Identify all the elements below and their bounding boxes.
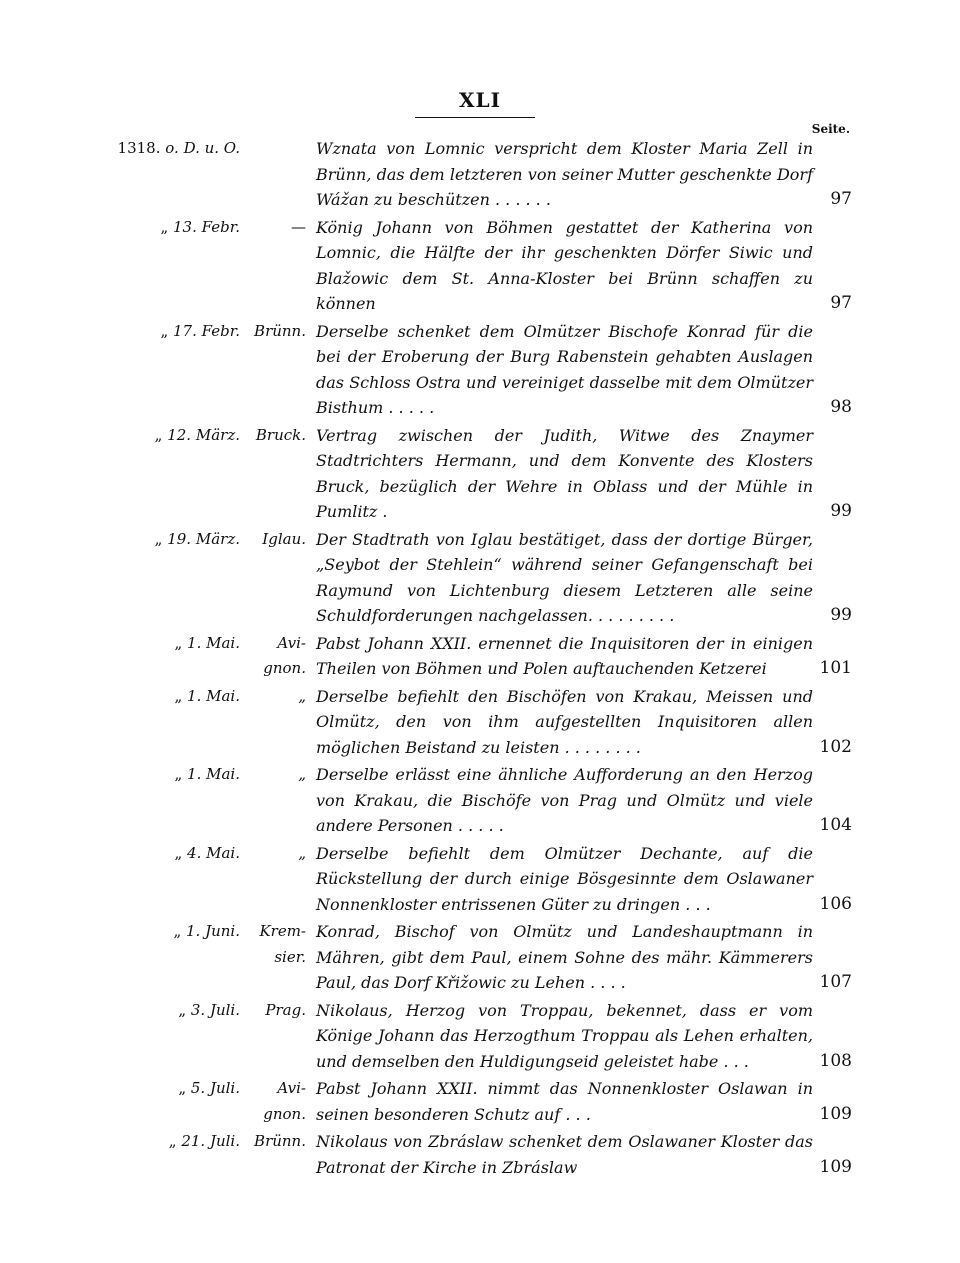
entry-date [104, 762, 240, 788]
entry-day: 5. Juli. [190, 1079, 240, 1097]
entry-day: 3. Juli. [190, 1000, 240, 1019]
entry-day: 12. März. [167, 425, 240, 444]
entry-page: 98 [830, 397, 852, 417]
entry [0, 1076, 960, 1127]
entry-text: Derselbe erlässt eine ähnliche Aufforderung an den Herzog von Krakau, die Bischöfe von Prag und Olmütz und viele andere Personen . . . . . [316, 765, 813, 835]
entry-page: 101 [819, 658, 852, 678]
entry-text: Derselbe befiehlt dem Olmützer Dechante, auf die Rückstellung der durch einige Bösgesinnte dem Oslawaner Nonnenkloster entrissenen Güter zu dringen . . . [316, 843, 813, 914]
entry-place: „ [298, 686, 306, 705]
entry-date [104, 841, 240, 867]
entry-day: 21. Juli. [181, 1132, 240, 1150]
entry-text: Vertrag zwischen der Judith, Witwe des Znaymer Stadtrichters Hermann, und dem Konvente des Klosters Bruck, bezüglich der Wehre in Oblass und der Mühle in Pumlitz . [316, 425, 813, 521]
entry-text: Derselbe schenket dem Olmützer Bischofe Konrad für die bei der Eroberung der Burg Rabenstein gehabten Auslagen das Schloss Ostra und vereiniget dasselbe mit dem Olmützer Bisthum . . . . . [316, 321, 813, 417]
entry-date [104, 136, 240, 162]
entry-year: 1318. [117, 139, 161, 157]
entry [0, 684, 960, 761]
entry-year: „ [174, 633, 183, 652]
entry-year: „ [160, 321, 169, 340]
entry-year: „ [174, 686, 183, 705]
entry-page: 97 [830, 293, 852, 313]
entry-year: „ [173, 922, 182, 940]
entry-list [0, 136, 960, 1182]
entry-year: „ [174, 765, 183, 783]
entry [0, 1129, 960, 1180]
entry [0, 319, 960, 421]
entry-day: 13. Febr. [173, 217, 240, 236]
entry-place: Avi- gnon. [263, 1079, 306, 1123]
entry-text: Pabst Johann XXII. ernennet die Inquisitoren der in einigen Theilen von Böhmen und Polen auftauchenden Ketzerei [316, 633, 813, 678]
entry-page: 109 [819, 1156, 852, 1177]
entry-page: 102 [819, 736, 852, 757]
entry [0, 527, 960, 629]
entry-page: 106 [819, 893, 852, 914]
entry-text: König Johann von Böhmen gestattet der Katherina von Lomnic, die Hälfte der ihr geschenkten Dörfer Siwic und Blažowic dem St. Anna-Kloster bei Brünn schaffen zu können [316, 217, 813, 313]
entry-place: Brünn. [254, 321, 306, 340]
entry-year: „ [178, 1000, 187, 1019]
entry-place: Iglau. [262, 529, 306, 548]
entry [0, 215, 960, 317]
entry [0, 136, 960, 213]
entry-day: 17. Febr. [173, 321, 240, 340]
entry-day: 19. März. [167, 529, 240, 548]
entry-page: 108 [819, 1050, 852, 1071]
entry-day: 1. Mai. [187, 765, 240, 783]
entry-text: Pabst Johann XXII. nimmt das Nonnenkloster Oslawan in seinen besonderen Schutz auf . . . [316, 1079, 813, 1124]
entry-date [104, 423, 240, 449]
entry-text: Nikolaus von Zbráslaw schenket dem Oslawaner Kloster das Patronat der Kirche in Zbráslaw [316, 1132, 813, 1177]
entry-text: Nikolaus, Herzog von Troppau, bekennet, dass er vom Könige Johann das Herzogthum Troppau als Lehen erhalten, und demselben den Huldigungseid geleistet habe . . . [316, 1000, 813, 1071]
entry-year: „ [160, 217, 169, 236]
entry [0, 631, 960, 682]
entry-page: 107 [819, 972, 852, 992]
entry-date [104, 684, 240, 710]
entry-text: Wznata von Lomnic verspricht dem Kloster Maria Zell in Brünn, das dem letzteren von seiner Mutter geschenkte Dorf Wážan zu beschützen . . . . . . [316, 139, 813, 209]
entry-text: Konrad, Bischof von Olmütz und Landeshauptmann in Mähren, gibt dem Paul, einem Sohne des mähr. Kämmerers Paul, das Dorf Křižowic zu Lehen . . . . [316, 922, 813, 992]
entry-date [104, 1076, 240, 1102]
entry [0, 762, 960, 839]
entry-place: Bruck. [255, 425, 306, 444]
entry-date [104, 215, 240, 241]
entry [0, 841, 960, 918]
entry-place: „ [298, 843, 306, 862]
entry-place: Avi- gnon. [263, 633, 306, 677]
entry-page: 109 [819, 1103, 852, 1124]
entry-date [104, 527, 240, 553]
entry-page: 99 [830, 605, 852, 625]
entry-year: „ [168, 1132, 177, 1150]
entry-date [104, 998, 240, 1024]
page-number-rule [415, 117, 535, 118]
entry-date [104, 631, 240, 657]
seite-label: Seite. [811, 122, 850, 136]
entry-place: Brünn. [254, 1132, 306, 1150]
entry-text: Derselbe befiehlt den Bischöfen von Krakau, Meissen und Olmütz, den von ihm aufgestellten Inquisitoren allen möglichen Beistand zu leisten . . . . . . . . [316, 686, 813, 757]
page-number: XLI [459, 88, 501, 112]
entry-day: 4. Mai. [187, 843, 240, 862]
entry-day: 1. Juni. [186, 922, 240, 940]
entry-year: „ [154, 425, 163, 444]
entry-day: o. D. u. O. [165, 139, 240, 157]
entry [0, 919, 960, 996]
entry-page: 97 [830, 189, 852, 209]
entry-date [104, 1129, 240, 1155]
entry-year: „ [174, 843, 183, 862]
entry-date [104, 319, 240, 345]
entry [0, 423, 960, 525]
entry-year: „ [154, 529, 163, 548]
entry-day: 1. Mai. [187, 633, 240, 652]
entry-text: Der Stadtrath von Iglau bestätiget, dass der dortige Bürger, „Seybot der Stehlein“ während seiner Gefangenschaft bei Raymund von Lichtenburg diesem Letzteren alle seine Schuldforderungen nachgelassen. . . . . . . . . [316, 529, 813, 625]
entry-place: Prag. [265, 1000, 306, 1019]
entry [0, 998, 960, 1075]
entry-day: 1. Mai. [187, 686, 240, 705]
entry-page: 104 [819, 815, 852, 835]
entry-place: Krem- sier. [259, 922, 306, 966]
entry-place: — [291, 217, 306, 236]
entry-date [104, 919, 240, 945]
entry-page: 99 [830, 501, 852, 521]
entry-place: „ [298, 765, 306, 783]
entry-year: „ [178, 1079, 187, 1097]
